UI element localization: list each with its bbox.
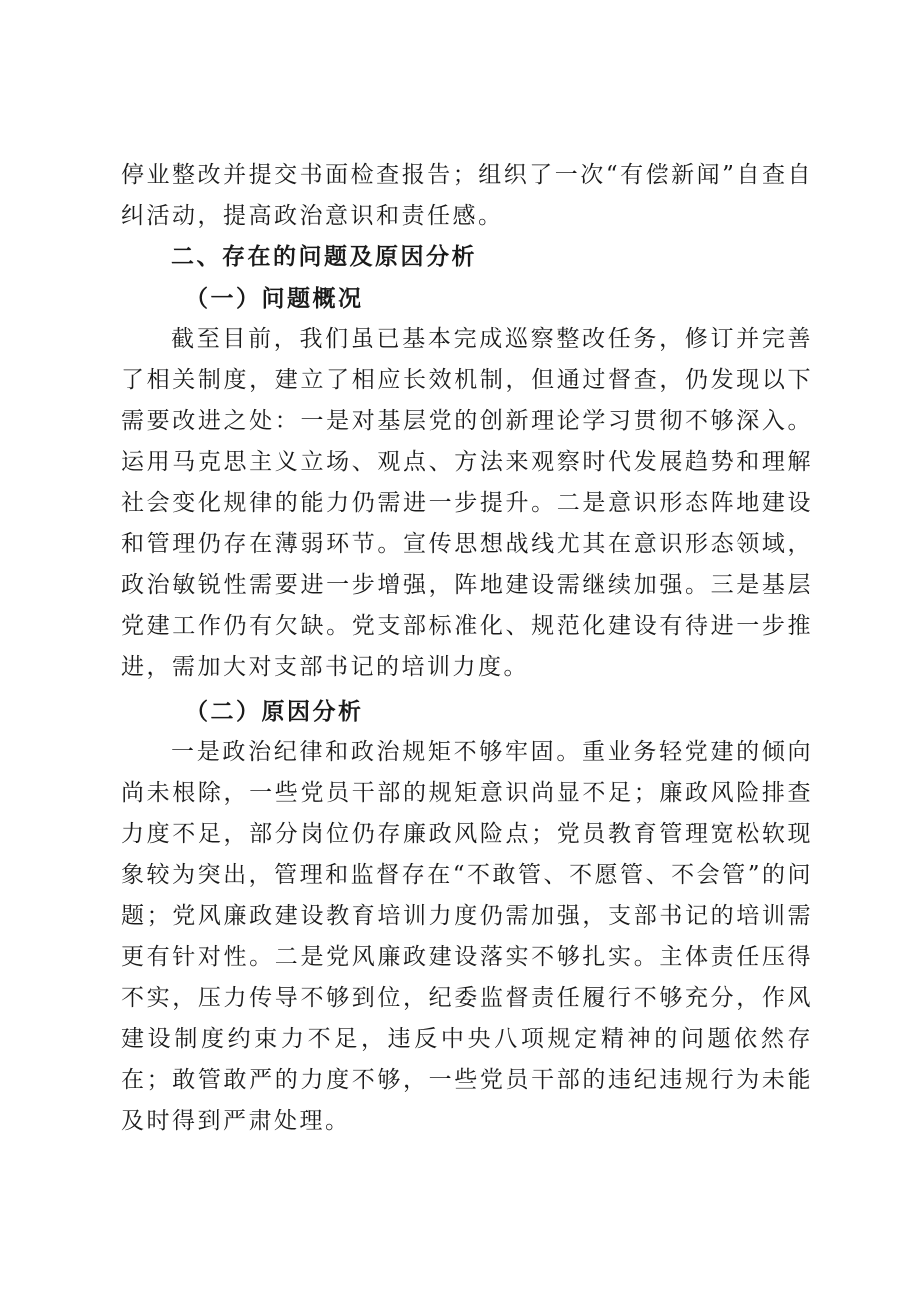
section-heading: 二、存在的问题及原因分析 <box>171 244 477 270</box>
continuation-paragraph: 停业整改并提交书面检查报告；组织了一次“有偿新闻”自查自纠活动，提高政治意识和责任感。 <box>121 162 813 229</box>
overview-paragraph: 截至目前，我们虽已基本完成巡察整改任务，修订并完善了相关制度，建立了相应长效机制，但通过督查，仍发现以下需要改进之处：一是对基层党的创新理论学习贯彻不够深入。运用马克思主义立场、观点、方法来观察时代发展趋势和理解社会变化规律的能力仍需进一步提升。二是意识形态阵地建设和管理仍存在薄弱环节。宣传思想战线尤其在意识形态领域，政治敏锐性需要进一步增强，阵地建设需继续加强。三是基层党建工作仍有欠缺。党支部标准化、规范化建设有待进一步推进，需加大对支部书记的培训力度。 <box>121 326 813 680</box>
subsection-heading-causes: （二）原因分析 <box>185 698 364 725</box>
document-page <box>121 155 813 1142</box>
causes-paragraph: 一是政治纪律和政治规矩不够牢固。重业务轻党建的倾向尚未根除，一些党员干部的规矩意识尚显不足；廉政风险排查力度不足，部分岗位仍存廉政风险点；党员教育管理宽松软现象较为突出，管理和监督存在“不敢管、不愿管、不会管”的问题；党风廉政建设教育培训力度仍需加强，支部书记的培训需更有针对性。二是党风廉政建设落实不够扎实。主体责任压得不实，压力传导不够到位，纪委监督责任履行不够充分，作风建设制度约束力不足，违反中央八项规定精神的问题依然存在；敢管敢严的力度不够，一些党员干部的违纪违规行为未能及时得到严肃处理。 <box>121 739 813 1134</box>
subsection-heading-overview: （一）问题概况 <box>185 285 364 312</box>
